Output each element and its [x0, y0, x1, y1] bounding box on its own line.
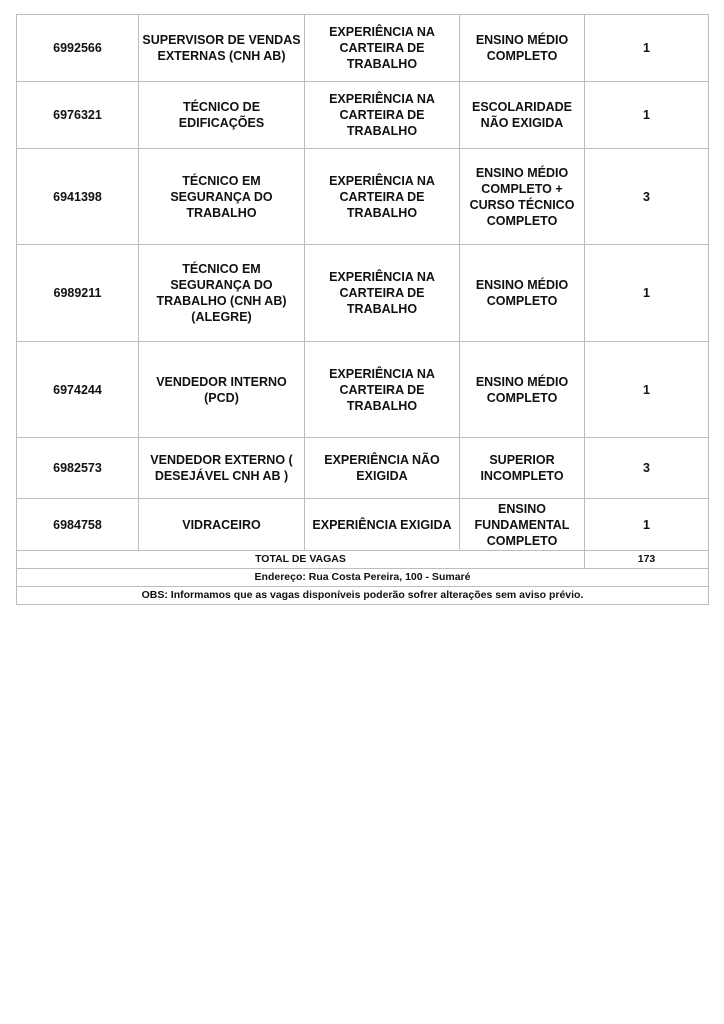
job-code: 6989211 [17, 245, 139, 342]
job-code: 6992566 [17, 15, 139, 82]
job-vacancies: 3 [585, 438, 709, 499]
job-education: ENSINO MÉDIO COMPLETO [460, 342, 585, 438]
job-experience: EXPERIÊNCIA NA CARTEIRA DE TRABALHO [305, 342, 460, 438]
job-code: 6974244 [17, 342, 139, 438]
job-vacancies: 1 [585, 342, 709, 438]
total-row [17, 551, 709, 569]
job-title: VENDEDOR INTERNO (PCD) [139, 342, 305, 438]
job-title: VIDRACEIRO [139, 499, 305, 551]
job-code: 6941398 [17, 149, 139, 245]
address-text: Endereço: Rua Costa Pereira, 100 - Sumaré [17, 569, 709, 587]
table-row [17, 245, 709, 342]
table-row [17, 499, 709, 551]
job-vacancies: 1 [585, 499, 709, 551]
job-education: SUPERIOR INCOMPLETO [460, 438, 585, 499]
note-row [17, 587, 709, 605]
table-row [17, 438, 709, 499]
table-row [17, 15, 709, 82]
job-vacancies: 3 [585, 149, 709, 245]
job-experience: EXPERIÊNCIA NÃO EXIGIDA [305, 438, 460, 499]
job-vacancies: 1 [585, 82, 709, 149]
table-row [17, 342, 709, 438]
job-experience: EXPERIÊNCIA EXIGIDA [305, 499, 460, 551]
job-education: ENSINO MÉDIO COMPLETO [460, 245, 585, 342]
job-vacancies: 1 [585, 245, 709, 342]
job-education: ENSINO MÉDIO COMPLETO + CURSO TÉCNICO COMPLETO [460, 149, 585, 245]
job-title: SUPERVISOR DE VENDAS EXTERNAS (CNH AB) [139, 15, 305, 82]
address-row [17, 569, 709, 587]
job-title: TÉCNICO EM SEGURANÇA DO TRABALHO [139, 149, 305, 245]
job-title: TÉCNICO DE EDIFICAÇÕES [139, 82, 305, 149]
job-title: VENDEDOR EXTERNO ( DESEJÁVEL CNH AB ) [139, 438, 305, 499]
job-title: TÉCNICO EM SEGURANÇA DO TRABALHO (CNH AB) (ALEGRE) [139, 245, 305, 342]
job-code: 6982573 [17, 438, 139, 499]
job-vacancies: 1 [585, 15, 709, 82]
total-value: 173 [585, 551, 709, 569]
note-text: OBS: Informamos que as vagas disponíveis poderão sofrer alterações sem aviso prévio. [17, 587, 709, 605]
job-education: ENSINO MÉDIO COMPLETO [460, 15, 585, 82]
job-vacancies-table [16, 14, 709, 605]
job-experience: EXPERIÊNCIA NA CARTEIRA DE TRABALHO [305, 245, 460, 342]
table-row [17, 82, 709, 149]
job-code: 6976321 [17, 82, 139, 149]
job-education: ENSINO FUNDAMENTAL COMPLETO [460, 499, 585, 551]
table-row [17, 149, 709, 245]
job-code: 6984758 [17, 499, 139, 551]
job-experience: EXPERIÊNCIA NA CARTEIRA DE TRABALHO [305, 149, 460, 245]
job-education: ESCOLARIDADE NÃO EXIGIDA [460, 82, 585, 149]
job-experience: EXPERIÊNCIA NA CARTEIRA DE TRABALHO [305, 82, 460, 149]
total-label: TOTAL DE VAGAS [17, 551, 585, 569]
job-experience: EXPERIÊNCIA NA CARTEIRA DE TRABALHO [305, 15, 460, 82]
